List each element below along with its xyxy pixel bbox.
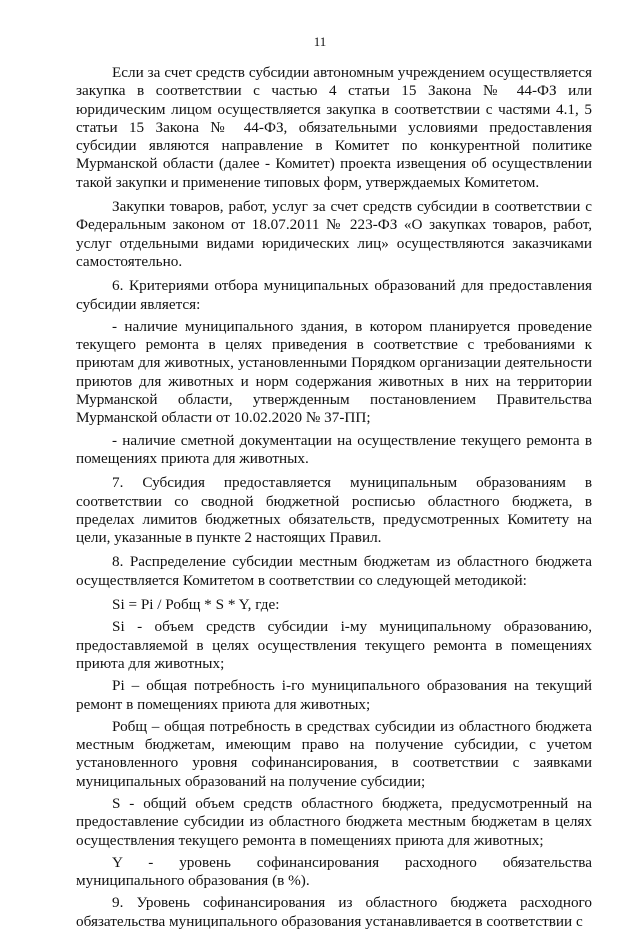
paragraph-cofinancing-level: 9. Уровень софинансирования из областного бюджета расходного обязательства муниципального образования устанавливается в соответствии с: [76, 894, 592, 930]
document-body: [76, 64, 592, 937]
definition-s: S - общий объем средств областного бюджета, предусмотренный на предоставление субсидии из областного бюджета местным бюджетам в целях осуществления текущего ремонта в помещениях приюта для животных;: [76, 794, 592, 849]
paragraph-223fz-procurement: Закупки товаров, работ, услуг за счет средств субсидии в соответствии с Федеральным законом от 18.07.2011 № 223-ФЗ «О закупках товаров, работ, услуг отдельными видами юридических лиц» осуществляются заказчиками самостоятельно.: [76, 198, 592, 270]
criteria-item-building: - наличие муниципального здания, в котором планируется проведение текущего ремонта в целях приведения в соответствие с требованиями к приютам для животных, установленными Порядком организации деятельности приютов для животных и норм содержания животных в них на территории Мурманской области, утвержденным постановлением Правительства Мурманской области от 10.02.2020 № 37-ПП;: [76, 317, 592, 427]
criteria-item-estimate: - наличие сметной документации на осуществление текущего ремонта в помещениях приюта для животных.: [76, 431, 592, 467]
definition-pi: Pi – общая потребность i-го муниципального образования на текущий ремонт в помещениях приюта для животных;: [76, 677, 592, 713]
definition-robsch: Робщ – общая потребность в средствах субсидии из областного бюджета местным бюджетам, имеющим право на получение субсидии, с учетом установленного уровня софинансирования, в соответствии с заявками муниципальных образований на получение субсидии;: [76, 717, 592, 790]
paragraph-autonomous-procurement: Если за счет средств субсидии автономным учреждением осуществляется закупка в соответствии с частью 4 статьи 15 Закона № 44-ФЗ или юридическим лицом осуществляется закупка в соответствии с частями 4.1, 5 статьи 15 Закона № 44-ФЗ, обязательными условиями предоставления субсидии являются направление в Комитет по конкурентной политике Мурманской области (далее - Комитет) проекта извещения об осуществлении такой закупки и применение типовых форм, утверждаемых Комитетом.: [76, 64, 592, 191]
formula-line: Si = Pi / Робщ * S * Y, где:: [112, 596, 280, 614]
definition-y: Y - уровень софинансирования расходного обязательства муниципального образования (в %).: [76, 853, 592, 890]
page-number: 11: [313, 34, 327, 49]
definition-si: Si - объем средств субсидии i-му муниципальному образованию, предоставляемой в целях осуществления текущего ремонта в помещениях приюта для животных;: [76, 618, 592, 672]
paragraph-distribution-method: 8. Распределение субсидии местным бюджетам из областного бюджета осуществляется Комитетом в соответствии со следующей методикой:: [76, 553, 592, 589]
paragraph-selection-criteria: 6. Критериями отбора муниципальных образований для предоставления субсидии является:: [76, 277, 592, 313]
paragraph-subsidy-provision: 7. Субсидия предоставляется муниципальным образованиям в соответствии со сводной бюджетной росписью областного бюджета, в пределах лимитов бюджетных обязательств, предусмотренных Комитету на цели, указанные в пункте 2 настоящих Правил.: [76, 474, 592, 547]
